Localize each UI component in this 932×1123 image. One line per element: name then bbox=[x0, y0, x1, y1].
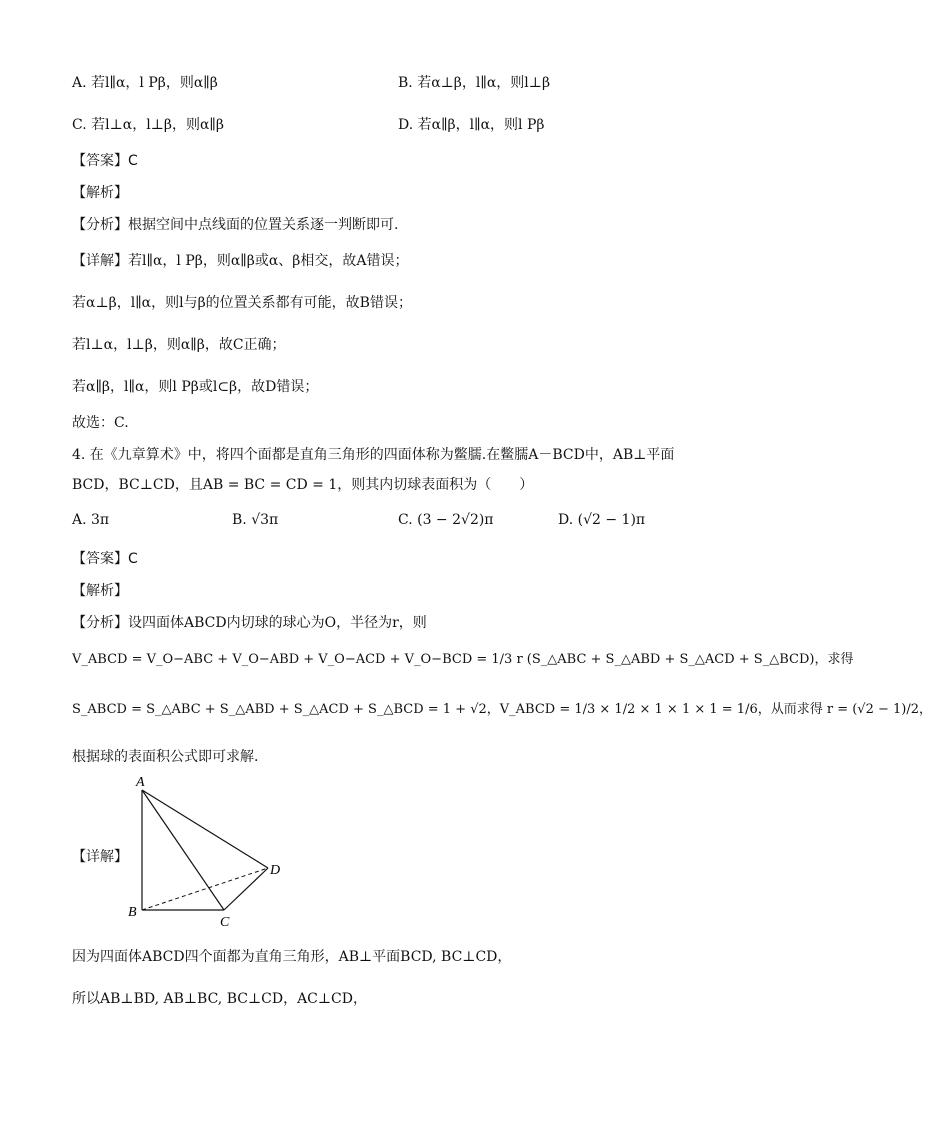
q4-option-d: D. (√2 − 1)π bbox=[558, 512, 646, 528]
q3-analysis-head: 【解析】 bbox=[72, 185, 128, 201]
edge-cd bbox=[224, 868, 268, 910]
vertex-label-d: D bbox=[270, 863, 281, 878]
tetrahedron-figure bbox=[120, 770, 300, 930]
q4-analysis-head: 【解析】 bbox=[72, 583, 128, 599]
q4-detail-1: 因为四面体ABCD四个面都为直角三角形，AB⊥平面BCD, BC⊥CD， bbox=[72, 949, 512, 965]
q3-option-c: C. 若l⊥α，l⊥β，则α∥β bbox=[72, 117, 224, 133]
q4-answer: 【答案】C bbox=[72, 551, 138, 567]
q4-xiangjie-tag: 【详解】 bbox=[72, 849, 128, 865]
q4-stem-line2: BCD，BC⊥CD，且AB = BC = CD = 1，则其内切球表面积为（ ） bbox=[72, 477, 534, 493]
edge-bd-hidden bbox=[142, 868, 268, 910]
q4-detail-2: 所以AB⊥BD, AB⊥BC, BC⊥CD，AC⊥CD， bbox=[72, 991, 367, 1007]
q4-stem-line1: 4. 在《九章算术》中，将四个面都是直角三角形的四面体称为鳖臑.在鳖臑A－BCD中，AB⊥平面 bbox=[72, 447, 675, 463]
q4-option-b: B. √3π bbox=[232, 512, 279, 528]
vertex-label-a: A bbox=[136, 775, 145, 790]
q4-tail: 根据球的表面积公式即可求解. bbox=[72, 749, 259, 765]
q3-answer: 【答案】C bbox=[72, 153, 138, 169]
q3-option-a: A. 若l∥α，l Pβ，则α∥β bbox=[72, 75, 218, 91]
q4-formula-volume: V_ABCD = V_O−ABC + V_O−ABD + V_O−ACD + V_O−BCD = 1/3 r (S_△ABC + S_△ABD + S_△ACD + S_△BCD)，求得 bbox=[72, 652, 854, 667]
edge-ad bbox=[142, 790, 268, 868]
q4-option-c: C. (3 − 2√2)π bbox=[398, 512, 494, 528]
q4-fenxi: 【分析】设四面体ABCD内切球的球心为O，半径为r，则 bbox=[72, 615, 427, 631]
q4-formula-area: S_ABCD = S_△ABC + S_△ABD + S_△ACD + S_△BCD = 1 + √2，V_ABCD = 1/3 × 1/2 × 1 × 1 × 1 = 1/6，从而求得 r = (√2 − 1)/2， bbox=[72, 702, 932, 717]
q3-fenxi: 【分析】根据空间中点线面的位置关系逐一判断即可. bbox=[72, 217, 399, 233]
vertex-label-b: B bbox=[128, 905, 137, 920]
q3-option-b: B. 若α⊥β，l∥α，则l⊥β bbox=[398, 75, 551, 91]
q3-option-d: D. 若α∥β，l∥α，则l Pβ bbox=[398, 117, 545, 133]
edge-ac bbox=[142, 790, 224, 910]
q3-line-b: 若α⊥β，l∥α，则l与β的位置关系都有可能，故B错误； bbox=[72, 295, 412, 311]
q3-line-c: 若l⊥α，l⊥β，则α∥β，故C正确； bbox=[72, 337, 286, 353]
q3-choice: 故选：C. bbox=[72, 415, 129, 431]
q3-xiangjie: 【详解】若l∥α，l Pβ，则α∥β或α、β相交，故A错误； bbox=[72, 253, 409, 269]
q3-line-d: 若α∥β，l∥α，则l Pβ或l⊂β，故D错误； bbox=[72, 379, 319, 395]
vertex-label-c: C bbox=[220, 915, 230, 930]
q4-option-a: A. 3π bbox=[72, 512, 110, 528]
